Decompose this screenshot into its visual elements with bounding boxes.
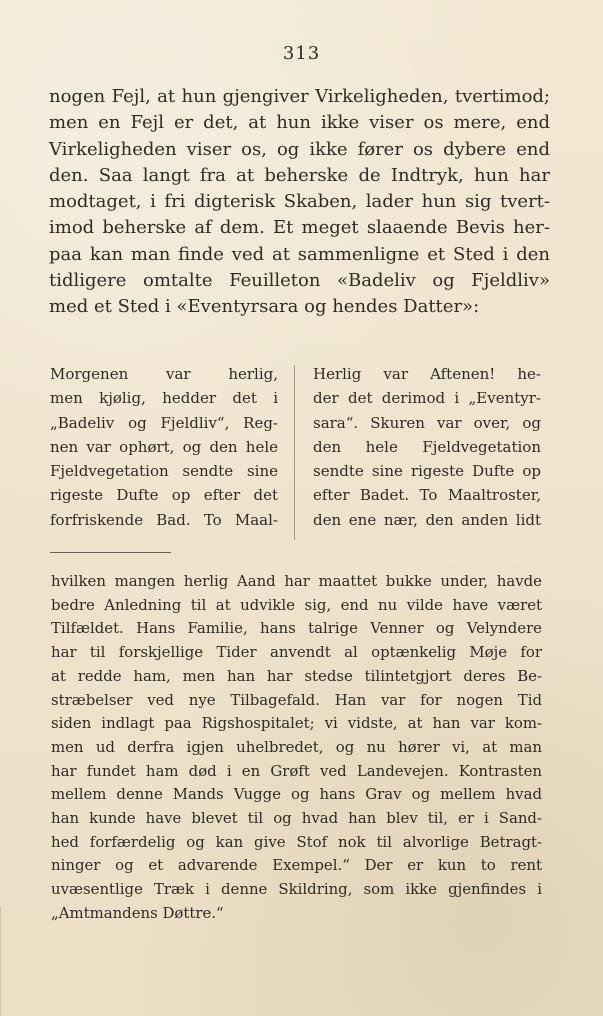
footnote-line: stræbelser ved nye Tilbagefald. Han var for nogen Tid bbox=[51, 690, 542, 709]
right-column-line: sendte sine rigeste Dufte op bbox=[313, 462, 541, 481]
footnote-rule bbox=[50, 552, 171, 553]
footnote-line: hed forfærdelig og kan give Stof nok til alvorlige Betragt- bbox=[51, 832, 542, 851]
main-text-line: med et Sted i «Eventyrsara og hendes Datter»: bbox=[49, 296, 480, 318]
left-column-line: men kjølig, hedder det i bbox=[50, 389, 278, 408]
main-text-line: den. Saa langt fra at beherske de Indtryk, hun har bbox=[49, 164, 550, 186]
footnote-line: men ud derfra igjen uhelbredet, og nu hører vi, at man bbox=[51, 737, 542, 756]
footnote-line: har til forskjellige Tider anvendt al optænkelig Møje for bbox=[51, 643, 542, 662]
right-column-line: der det derimod i „Eventyr- bbox=[313, 389, 541, 408]
footnote-line: ninger og et advarende Exempel.“ Der er kun to rent bbox=[51, 856, 542, 875]
right-column-line: den ene nær, den anden lidt bbox=[313, 510, 541, 529]
left-column-line: forfriskende Bad. To Maal- bbox=[50, 510, 278, 529]
page-edge-mark bbox=[0, 906, 29, 1016]
footnote-line: han kunde have blevet til og hvad han blev til, er i Sand- bbox=[51, 809, 542, 828]
left-column-line: rigeste Dufte op efter det bbox=[50, 486, 278, 505]
page-number: 313 bbox=[282, 43, 321, 64]
footnote-line: har fundet ham død i en Grøft ved Landevejen. Kontrasten bbox=[51, 761, 542, 780]
main-text-line: men en Fejl er det, at hun ikke viser os mere, end bbox=[49, 112, 550, 134]
right-column-line: Herlig var Aftenen! he- bbox=[313, 365, 541, 383]
footnote-line: at redde ham, men han har stedse tilintetgjort deres Be- bbox=[51, 666, 542, 685]
right-column-line: den hele Fjeldvegetation bbox=[313, 437, 541, 456]
column-divider bbox=[294, 365, 295, 540]
footnote-line: mellem denne Mands Vugge og hans Grav og mellem hvad bbox=[51, 785, 542, 804]
footnote-line: „Amtmandens Døttre.“ bbox=[51, 903, 224, 922]
main-text-line: Virkeligheden viser os, og ikke fører os dybere end bbox=[49, 138, 550, 160]
main-text-line: modtaget, i fri digterisk Skaben, lader hun sig tvert- bbox=[49, 191, 550, 213]
footnote-line: bedre Anledning til at udvikle sig, end nu vilde have været bbox=[51, 595, 542, 614]
footnote-line: hvilken mangen herlig Aand har maattet bukke under, havde bbox=[51, 572, 542, 590]
main-text-line: imod beherske af dem. Et meget slaaende Bevis her- bbox=[49, 217, 550, 239]
footnote-line: siden indlagt paa Rigshospitalet; vi vidste, at han var kom- bbox=[51, 714, 542, 733]
footnote-line: uvæsentlige Træk i denne Skildring, som ikke gjenfindes i bbox=[51, 880, 542, 899]
right-column-line: sara“. Skuren var over, og bbox=[313, 413, 541, 432]
left-column-line: Morgenen var herlig, bbox=[50, 365, 278, 383]
main-text-line: paa kan man finde ved at sammenligne et Sted i den bbox=[49, 243, 550, 265]
main-text-line: tidligere omtalte Feuilleton «Badeliv og Fjeldliv» bbox=[49, 270, 550, 292]
left-column-line: „Badeliv og Fjeldliv“, Reg- bbox=[50, 413, 278, 432]
footnote-line: Tilfældet. Hans Familie, hans talrige Venner og Velyndere bbox=[51, 619, 542, 638]
left-column-line: nen var ophørt, og den hele bbox=[50, 437, 278, 456]
right-comparison-column bbox=[313, 362, 541, 532]
footnote-text-block bbox=[51, 570, 542, 926]
main-text-line: nogen Fejl, at hun gjengiver Virkeligheden, tvertimod; bbox=[49, 86, 550, 107]
right-column-line: efter Badet. To Maaltroster, bbox=[313, 486, 541, 505]
main-text-block bbox=[49, 84, 550, 321]
left-comparison-column bbox=[50, 362, 278, 532]
left-column-line: Fjeldvegetation sendte sine bbox=[50, 462, 278, 481]
